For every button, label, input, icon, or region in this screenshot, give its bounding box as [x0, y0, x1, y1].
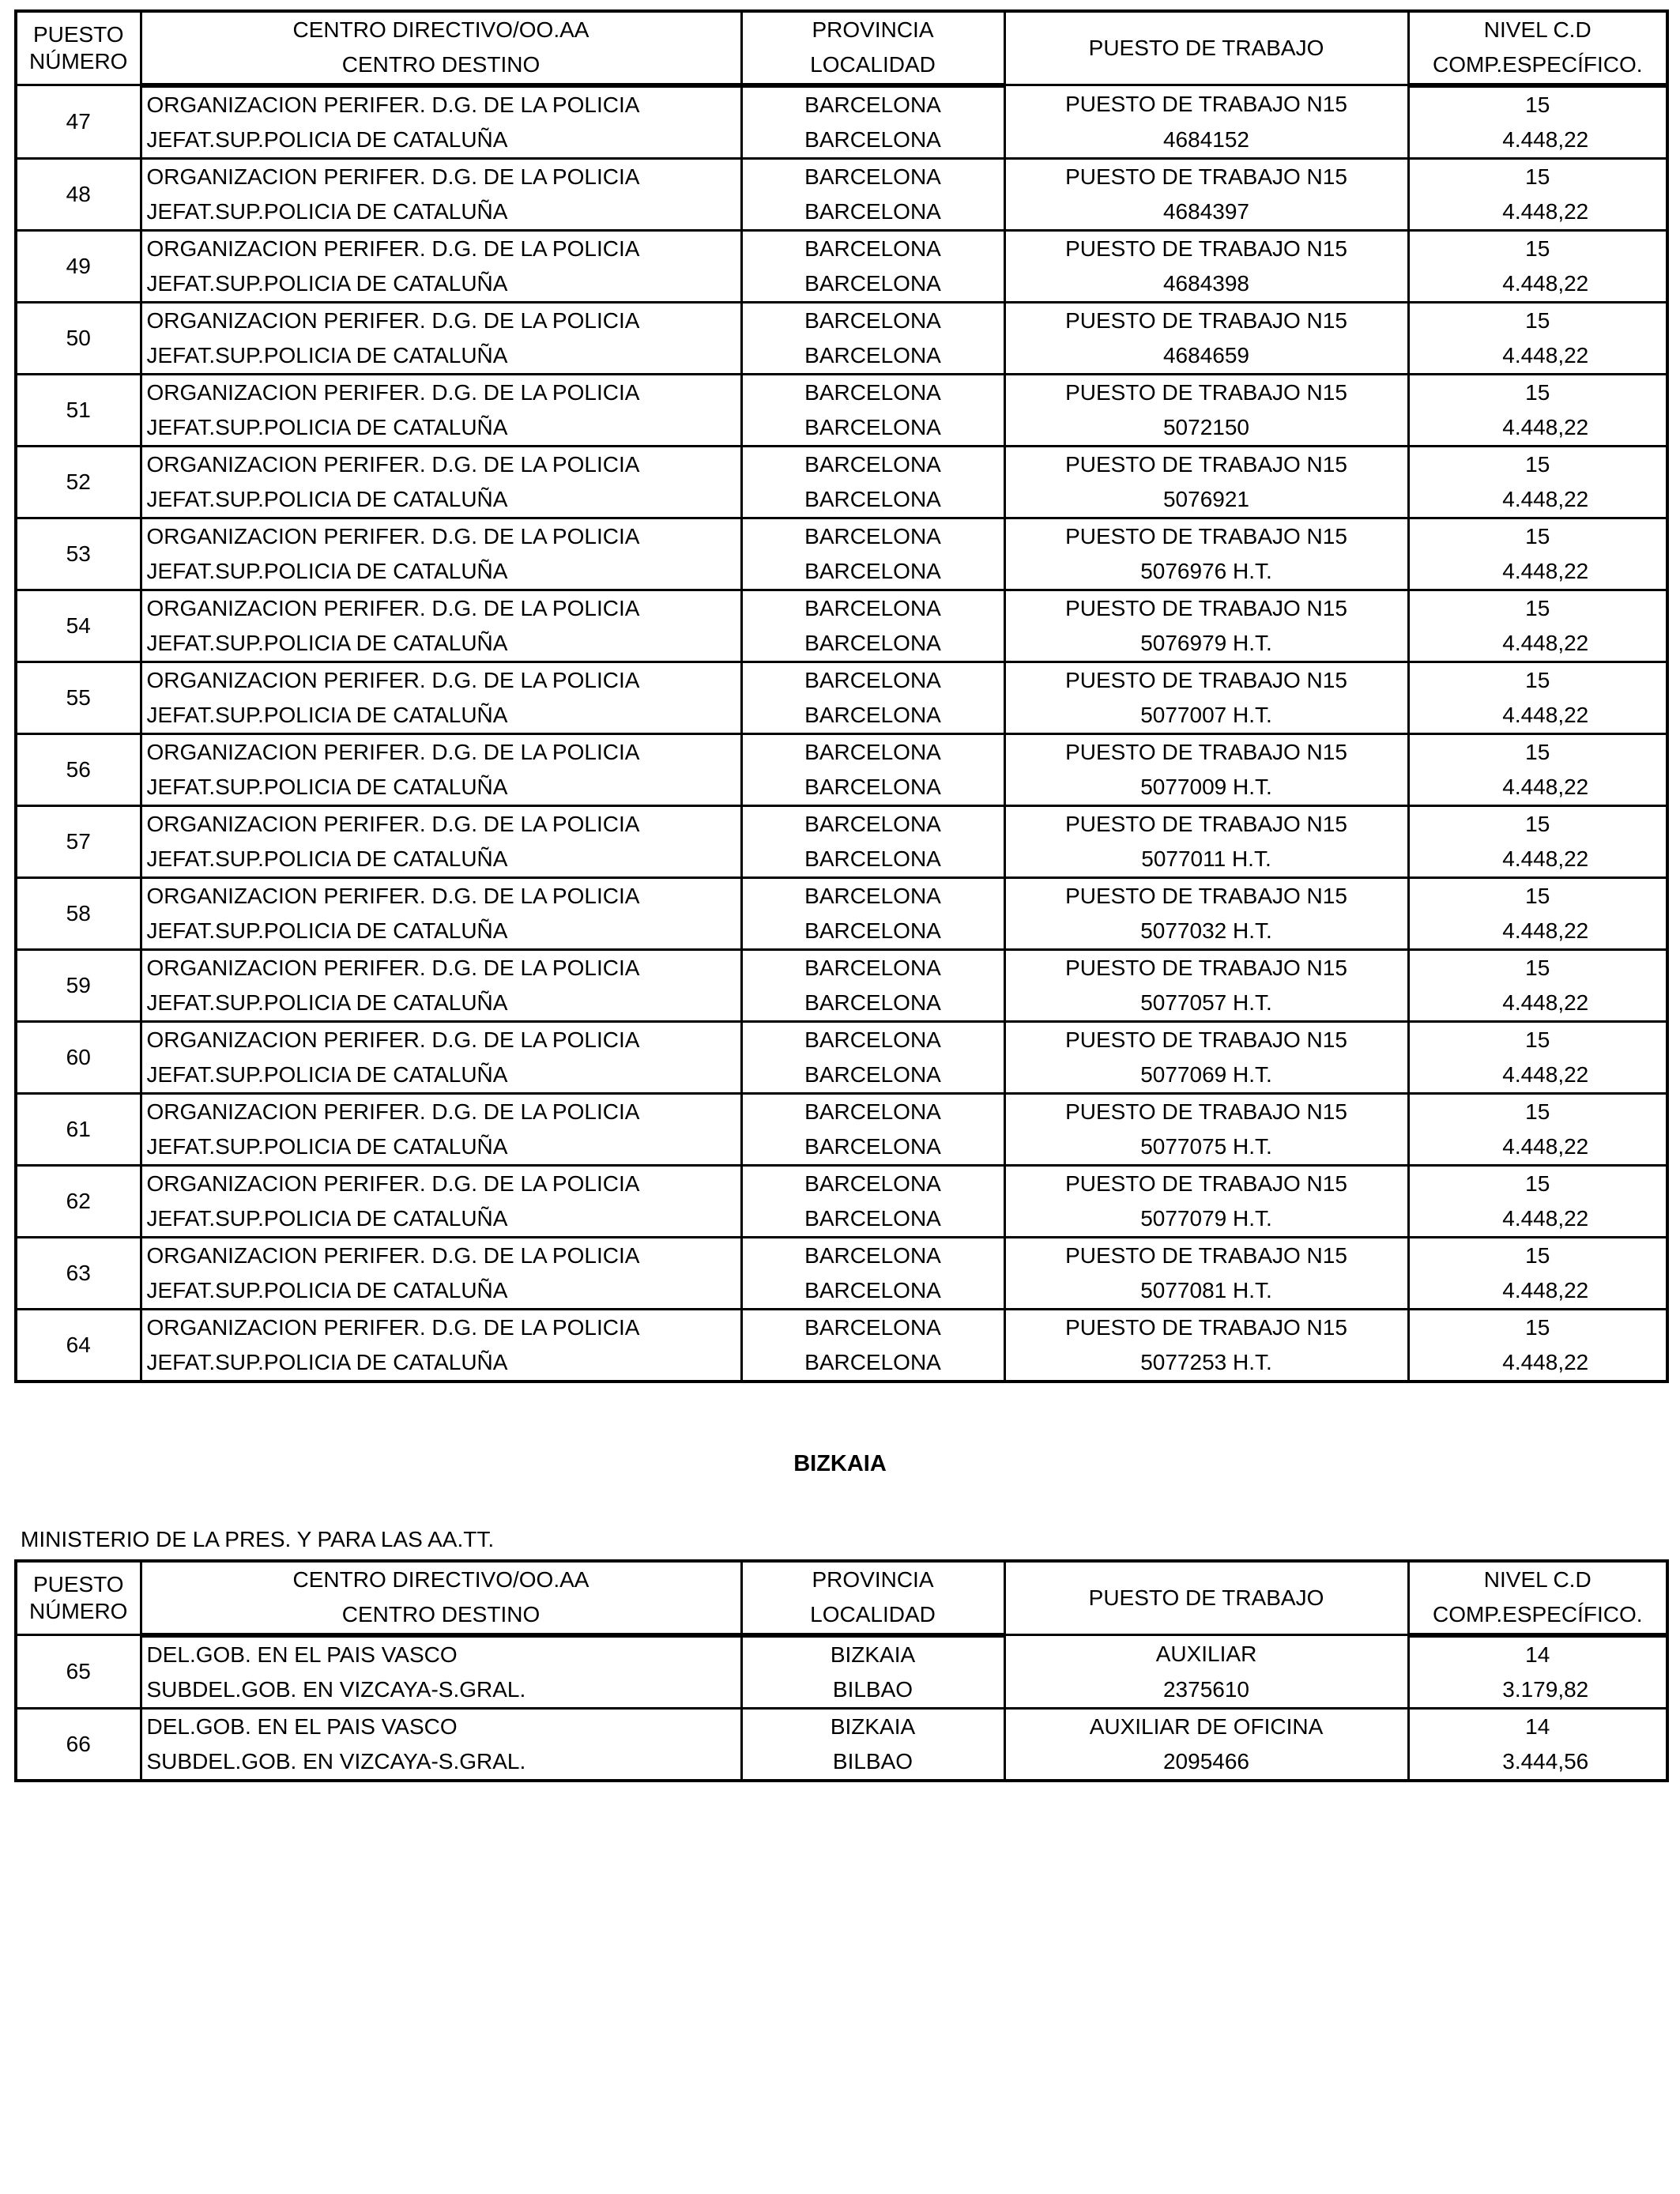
header-comp-especifico: COMP.ESPECÍFICO.: [1408, 1597, 1667, 1634]
header-puesto-l1: PUESTO: [32, 22, 124, 47]
centro-destino: JEFAT.SUP.POLICIA DE CATALUÑA: [141, 1057, 741, 1094]
codigo-puesto: 5076921: [1004, 482, 1408, 518]
centro-destino: JEFAT.SUP.POLICIA DE CATALUÑA: [141, 1129, 741, 1166]
table-row-sub: [16, 1201, 1667, 1238]
nivel: 15: [1408, 1309, 1667, 1345]
complemento-especifico: 4.448,22: [1408, 123, 1667, 159]
centro-directivo: ORGANIZACION PERIFER. D.G. DE LA POLICIA: [141, 374, 741, 410]
provincia: BARCELONA: [741, 590, 1004, 626]
nivel: 15: [1408, 949, 1667, 986]
centro-destino: SUBDEL.GOB. EN VIZCAYA-S.GRAL.: [141, 1744, 741, 1781]
codigo-puesto: 5077057 H.T.: [1004, 986, 1408, 1022]
table-row: [16, 805, 1667, 842]
centro-destino: JEFAT.SUP.POLICIA DE CATALUÑA: [141, 698, 741, 734]
complemento-especifico: 4.448,22: [1408, 410, 1667, 447]
complemento-especifico: 4.448,22: [1408, 1201, 1667, 1238]
puesto-numero: 59: [16, 949, 141, 1021]
complemento-especifico: 3.179,82: [1408, 1672, 1667, 1709]
centro-directivo: ORGANIZACION PERIFER. D.G. DE LA POLICIA: [141, 1021, 741, 1057]
table-row: [16, 877, 1667, 914]
puesto-trabajo: PUESTO DE TRABAJO N15: [1004, 662, 1408, 698]
table-row-sub: [16, 482, 1667, 518]
table-row-sub: [16, 554, 1667, 590]
centro-directivo: ORGANIZACION PERIFER. D.G. DE LA POLICIA: [141, 230, 741, 266]
provincia: BARCELONA: [741, 374, 1004, 410]
puesto-numero: 66: [16, 1708, 141, 1781]
provincia: BARCELONA: [741, 302, 1004, 338]
codigo-puesto: 5077081 H.T.: [1004, 1273, 1408, 1310]
header-centro-directivo: CENTRO DIRECTIVO/OO.AA: [141, 11, 741, 47]
localidad: BARCELONA: [741, 626, 1004, 662]
header-nivel: NIVEL C.D: [1408, 11, 1667, 47]
codigo-puesto: 5077075 H.T.: [1004, 1129, 1408, 1166]
centro-directivo: ORGANIZACION PERIFER. D.G. DE LA POLICIA: [141, 1309, 741, 1345]
table-row-sub: [16, 338, 1667, 375]
provincia: BARCELONA: [741, 230, 1004, 266]
puesto-numero: 54: [16, 590, 141, 662]
positions-table-barcelona: [14, 9, 1669, 1383]
provincia: BARCELONA: [741, 1021, 1004, 1057]
puesto-trabajo: PUESTO DE TRABAJO N15: [1004, 158, 1408, 194]
localidad: BARCELONA: [741, 482, 1004, 518]
header-centro-destino: CENTRO DESTINO: [141, 1597, 741, 1634]
table-row-sub: [16, 1129, 1667, 1166]
codigo-puesto: 5077253 H.T.: [1004, 1345, 1408, 1382]
nivel: 14: [1408, 1708, 1667, 1744]
nivel: 15: [1408, 733, 1667, 770]
puesto-numero: 63: [16, 1237, 141, 1309]
puesto-trabajo: PUESTO DE TRABAJO N15: [1004, 733, 1408, 770]
puesto-numero: 51: [16, 374, 141, 446]
table-row: [16, 374, 1667, 410]
provincia: BARCELONA: [741, 1093, 1004, 1129]
centro-directivo: ORGANIZACION PERIFER. D.G. DE LA POLICIA: [141, 1237, 741, 1273]
provincia: BARCELONA: [741, 446, 1004, 482]
centro-destino: JEFAT.SUP.POLICIA DE CATALUÑA: [141, 482, 741, 518]
centro-directivo: ORGANIZACION PERIFER. D.G. DE LA POLICIA: [141, 1093, 741, 1129]
nivel: 15: [1408, 805, 1667, 842]
centro-destino: JEFAT.SUP.POLICIA DE CATALUÑA: [141, 123, 741, 159]
complemento-especifico: 4.448,22: [1408, 1273, 1667, 1310]
provincia: BARCELONA: [741, 949, 1004, 986]
puesto-numero: 56: [16, 733, 141, 805]
table-row: [16, 1309, 1667, 1345]
puesto-trabajo: PUESTO DE TRABAJO N15: [1004, 302, 1408, 338]
codigo-puesto: 4684659: [1004, 338, 1408, 375]
puesto-trabajo: PUESTO DE TRABAJO N15: [1004, 877, 1408, 914]
centro-destino: JEFAT.SUP.POLICIA DE CATALUÑA: [141, 1345, 741, 1382]
codigo-puesto: 5077032 H.T.: [1004, 914, 1408, 950]
puesto-numero: 65: [16, 1635, 141, 1709]
provincia: BARCELONA: [741, 518, 1004, 554]
table-row: [16, 662, 1667, 698]
localidad: BARCELONA: [741, 1129, 1004, 1166]
table-row-sub: [16, 1273, 1667, 1310]
localidad: BARCELONA: [741, 266, 1004, 303]
table-row: [16, 1093, 1667, 1129]
nivel: 14: [1408, 1635, 1667, 1672]
table-row: [16, 85, 1667, 123]
table-row-sub: [16, 266, 1667, 303]
centro-directivo: DEL.GOB. EN EL PAIS VASCO: [141, 1635, 741, 1672]
table-row-sub: [16, 1057, 1667, 1094]
table-body: [16, 85, 1667, 1382]
localidad: BARCELONA: [741, 338, 1004, 375]
table-row: [16, 733, 1667, 770]
header-puesto-trabajo: PUESTO DE TRABAJO: [1004, 1561, 1408, 1635]
centro-destino: JEFAT.SUP.POLICIA DE CATALUÑA: [141, 1273, 741, 1310]
nivel: 15: [1408, 374, 1667, 410]
codigo-puesto: 5077011 H.T.: [1004, 842, 1408, 878]
puesto-trabajo: PUESTO DE TRABAJO N15: [1004, 446, 1408, 482]
complemento-especifico: 4.448,22: [1408, 842, 1667, 878]
nivel: 15: [1408, 85, 1667, 123]
table-row-sub: [16, 410, 1667, 447]
header-puesto-l2: NÚMERO: [29, 1599, 128, 1623]
puesto-trabajo: PUESTO DE TRABAJO N15: [1004, 590, 1408, 626]
complemento-especifico: 4.448,22: [1408, 626, 1667, 662]
centro-destino: JEFAT.SUP.POLICIA DE CATALUÑA: [141, 842, 741, 878]
table-row-sub: [16, 1744, 1667, 1781]
centro-directivo: ORGANIZACION PERIFER. D.G. DE LA POLICIA: [141, 1165, 741, 1201]
puesto-numero: 57: [16, 805, 141, 877]
header-provincia: PROVINCIA: [741, 11, 1004, 47]
localidad: BARCELONA: [741, 194, 1004, 231]
puesto-trabajo: PUESTO DE TRABAJO N15: [1004, 374, 1408, 410]
table-row: [16, 1708, 1667, 1744]
complemento-especifico: 4.448,22: [1408, 266, 1667, 303]
section-title: BIZKAIA: [793, 1451, 887, 1476]
codigo-puesto: 5077069 H.T.: [1004, 1057, 1408, 1094]
centro-destino: JEFAT.SUP.POLICIA DE CATALUÑA: [141, 770, 741, 806]
codigo-puesto: 5076976 H.T.: [1004, 554, 1408, 590]
centro-destino: JEFAT.SUP.POLICIA DE CATALUÑA: [141, 1201, 741, 1238]
puesto-trabajo: AUXILIAR: [1004, 1635, 1408, 1672]
table-body: [16, 1635, 1667, 1781]
codigo-puesto: 5077079 H.T.: [1004, 1201, 1408, 1238]
header-puesto-numero: [16, 1561, 141, 1635]
centro-directivo: ORGANIZACION PERIFER. D.G. DE LA POLICIA: [141, 158, 741, 194]
provincia: BARCELONA: [741, 85, 1004, 123]
puesto-numero: 50: [16, 302, 141, 374]
provincia: BIZKAIA: [741, 1708, 1004, 1744]
provincia: BARCELONA: [741, 1237, 1004, 1273]
nivel: 15: [1408, 662, 1667, 698]
complemento-especifico: 4.448,22: [1408, 1057, 1667, 1094]
header-localidad: LOCALIDAD: [741, 47, 1004, 85]
puesto-numero: 61: [16, 1093, 141, 1165]
nivel: 15: [1408, 302, 1667, 338]
complemento-especifico: 4.448,22: [1408, 482, 1667, 518]
codigo-puesto: 2375610: [1004, 1672, 1408, 1709]
header-comp-especifico: COMP.ESPECÍFICO.: [1408, 47, 1667, 85]
localidad: BILBAO: [741, 1672, 1004, 1709]
centro-directivo: DEL.GOB. EN EL PAIS VASCO: [141, 1708, 741, 1744]
puesto-numero: 60: [16, 1021, 141, 1093]
puesto-numero: 53: [16, 518, 141, 590]
puesto-trabajo: PUESTO DE TRABAJO N15: [1004, 230, 1408, 266]
table-row-sub: [16, 626, 1667, 662]
centro-directivo: ORGANIZACION PERIFER. D.G. DE LA POLICIA: [141, 518, 741, 554]
table-row-sub: [16, 842, 1667, 878]
centro-directivo: ORGANIZACION PERIFER. D.G. DE LA POLICIA: [141, 85, 741, 123]
codigo-puesto: 2095466: [1004, 1744, 1408, 1781]
puesto-numero: 47: [16, 85, 141, 159]
puesto-numero: 64: [16, 1309, 141, 1382]
localidad: BARCELONA: [741, 770, 1004, 806]
complemento-especifico: 4.448,22: [1408, 986, 1667, 1022]
provincia: BARCELONA: [741, 733, 1004, 770]
localidad: BARCELONA: [741, 123, 1004, 159]
centro-directivo: ORGANIZACION PERIFER. D.G. DE LA POLICIA: [141, 805, 741, 842]
localidad: BARCELONA: [741, 1345, 1004, 1382]
localidad: BARCELONA: [741, 1057, 1004, 1094]
header-localidad: LOCALIDAD: [741, 1597, 1004, 1634]
centro-destino: JEFAT.SUP.POLICIA DE CATALUÑA: [141, 554, 741, 590]
puesto-numero: 62: [16, 1165, 141, 1237]
complemento-especifico: 4.448,22: [1408, 194, 1667, 231]
centro-destino: JEFAT.SUP.POLICIA DE CATALUÑA: [141, 266, 741, 303]
localidad: BARCELONA: [741, 986, 1004, 1022]
table-row: [16, 302, 1667, 338]
localidad: BARCELONA: [741, 1273, 1004, 1310]
puesto-trabajo: PUESTO DE TRABAJO N15: [1004, 949, 1408, 986]
complemento-especifico: 4.448,22: [1408, 1345, 1667, 1382]
puesto-numero: 49: [16, 230, 141, 302]
centro-directivo: ORGANIZACION PERIFER. D.G. DE LA POLICIA: [141, 302, 741, 338]
localidad: BARCELONA: [741, 554, 1004, 590]
centro-destino: JEFAT.SUP.POLICIA DE CATALUÑA: [141, 626, 741, 662]
centro-directivo: ORGANIZACION PERIFER. D.G. DE LA POLICIA: [141, 446, 741, 482]
nivel: 15: [1408, 1165, 1667, 1201]
table-row: [16, 1237, 1667, 1273]
centro-directivo: ORGANIZACION PERIFER. D.G. DE LA POLICIA: [141, 877, 741, 914]
complemento-especifico: 4.448,22: [1408, 554, 1667, 590]
positions-table-bizkaia: [14, 1559, 1669, 1782]
centro-directivo: ORGANIZACION PERIFER. D.G. DE LA POLICIA: [141, 949, 741, 986]
nivel: 15: [1408, 230, 1667, 266]
complemento-especifico: 4.448,22: [1408, 1129, 1667, 1166]
centro-destino: JEFAT.SUP.POLICIA DE CATALUÑA: [141, 914, 741, 950]
codigo-puesto: 5077007 H.T.: [1004, 698, 1408, 734]
table-row: [16, 949, 1667, 986]
puesto-trabajo: PUESTO DE TRABAJO N15: [1004, 805, 1408, 842]
provincia: BARCELONA: [741, 662, 1004, 698]
centro-destino: JEFAT.SUP.POLICIA DE CATALUÑA: [141, 410, 741, 447]
table-row: [16, 590, 1667, 626]
table-row: [16, 1165, 1667, 1201]
table-row: [16, 518, 1667, 554]
provincia: BARCELONA: [741, 1309, 1004, 1345]
provincia: BARCELONA: [741, 805, 1004, 842]
header-puesto-numero: [16, 11, 141, 85]
nivel: 15: [1408, 1093, 1667, 1129]
codigo-puesto: 5077009 H.T.: [1004, 770, 1408, 806]
centro-destino: JEFAT.SUP.POLICIA DE CATALUÑA: [141, 194, 741, 231]
table-row-sub: [16, 770, 1667, 806]
header-centro-directivo: CENTRO DIRECTIVO/OO.AA: [141, 1561, 741, 1597]
table-row-sub: [16, 123, 1667, 159]
table-row: [16, 230, 1667, 266]
header-puesto-l2: NÚMERO: [29, 49, 128, 74]
header-puesto-trabajo: PUESTO DE TRABAJO: [1004, 11, 1408, 85]
table-row-sub: [16, 1672, 1667, 1709]
table-row-sub: [16, 986, 1667, 1022]
localidad: BARCELONA: [741, 410, 1004, 447]
puesto-numero: 58: [16, 877, 141, 949]
table-row-sub: [16, 194, 1667, 231]
puesto-trabajo: PUESTO DE TRABAJO N15: [1004, 1165, 1408, 1201]
puesto-trabajo: AUXILIAR DE OFICINA: [1004, 1708, 1408, 1744]
puesto-numero: 55: [16, 662, 141, 733]
centro-destino: JEFAT.SUP.POLICIA DE CATALUÑA: [141, 338, 741, 375]
puesto-numero: 48: [16, 158, 141, 230]
header-puesto-l1: PUESTO: [32, 1572, 124, 1596]
localidad: BARCELONA: [741, 1201, 1004, 1238]
table-row-sub: [16, 1345, 1667, 1382]
complemento-especifico: 4.448,22: [1408, 338, 1667, 375]
nivel: 15: [1408, 518, 1667, 554]
puesto-trabajo: PUESTO DE TRABAJO N15: [1004, 1237, 1408, 1273]
centro-directivo: ORGANIZACION PERIFER. D.G. DE LA POLICIA: [141, 590, 741, 626]
puesto-numero: 52: [16, 446, 141, 518]
localidad: BARCELONA: [741, 842, 1004, 878]
header-nivel: NIVEL C.D: [1408, 1561, 1667, 1597]
nivel: 15: [1408, 1021, 1667, 1057]
puesto-trabajo: PUESTO DE TRABAJO N15: [1004, 1093, 1408, 1129]
table-row: [16, 446, 1667, 482]
nivel: 15: [1408, 158, 1667, 194]
table-row-sub: [16, 914, 1667, 950]
table-row: [16, 1021, 1667, 1057]
localidad: BARCELONA: [741, 914, 1004, 950]
centro-destino: SUBDEL.GOB. EN VIZCAYA-S.GRAL.: [141, 1672, 741, 1709]
provincia: BARCELONA: [741, 158, 1004, 194]
codigo-puesto: 5076979 H.T.: [1004, 626, 1408, 662]
provincia: BARCELONA: [741, 1165, 1004, 1201]
header-provincia: PROVINCIA: [741, 1561, 1004, 1597]
provincia: BARCELONA: [741, 877, 1004, 914]
codigo-puesto: 5072150: [1004, 410, 1408, 447]
localidad: BARCELONA: [741, 698, 1004, 734]
centro-directivo: ORGANIZACION PERIFER. D.G. DE LA POLICIA: [141, 733, 741, 770]
header-centro-destino: CENTRO DESTINO: [141, 47, 741, 85]
complemento-especifico: 4.448,22: [1408, 698, 1667, 734]
centro-destino: JEFAT.SUP.POLICIA DE CATALUÑA: [141, 986, 741, 1022]
codigo-puesto: 4684397: [1004, 194, 1408, 231]
complemento-especifico: 4.448,22: [1408, 770, 1667, 806]
provincia: BIZKAIA: [741, 1635, 1004, 1672]
puesto-trabajo: PUESTO DE TRABAJO N15: [1004, 518, 1408, 554]
puesto-trabajo: PUESTO DE TRABAJO N15: [1004, 1021, 1408, 1057]
codigo-puesto: 4684398: [1004, 266, 1408, 303]
complemento-especifico: 4.448,22: [1408, 914, 1667, 950]
table-row: [16, 158, 1667, 194]
table-row: [16, 1635, 1667, 1672]
nivel: 15: [1408, 446, 1667, 482]
nivel: 15: [1408, 1237, 1667, 1273]
localidad: BILBAO: [741, 1744, 1004, 1781]
puesto-trabajo: PUESTO DE TRABAJO N15: [1004, 85, 1408, 123]
complemento-especifico: 3.444,56: [1408, 1744, 1667, 1781]
nivel: 15: [1408, 590, 1667, 626]
ministry-label: MINISTERIO DE LA PRES. Y PARA LAS AA.TT.: [21, 1527, 495, 1551]
table-row-sub: [16, 698, 1667, 734]
puesto-trabajo: PUESTO DE TRABAJO N15: [1004, 1309, 1408, 1345]
codigo-puesto: 4684152: [1004, 123, 1408, 159]
nivel: 15: [1408, 877, 1667, 914]
centro-directivo: ORGANIZACION PERIFER. D.G. DE LA POLICIA: [141, 662, 741, 698]
